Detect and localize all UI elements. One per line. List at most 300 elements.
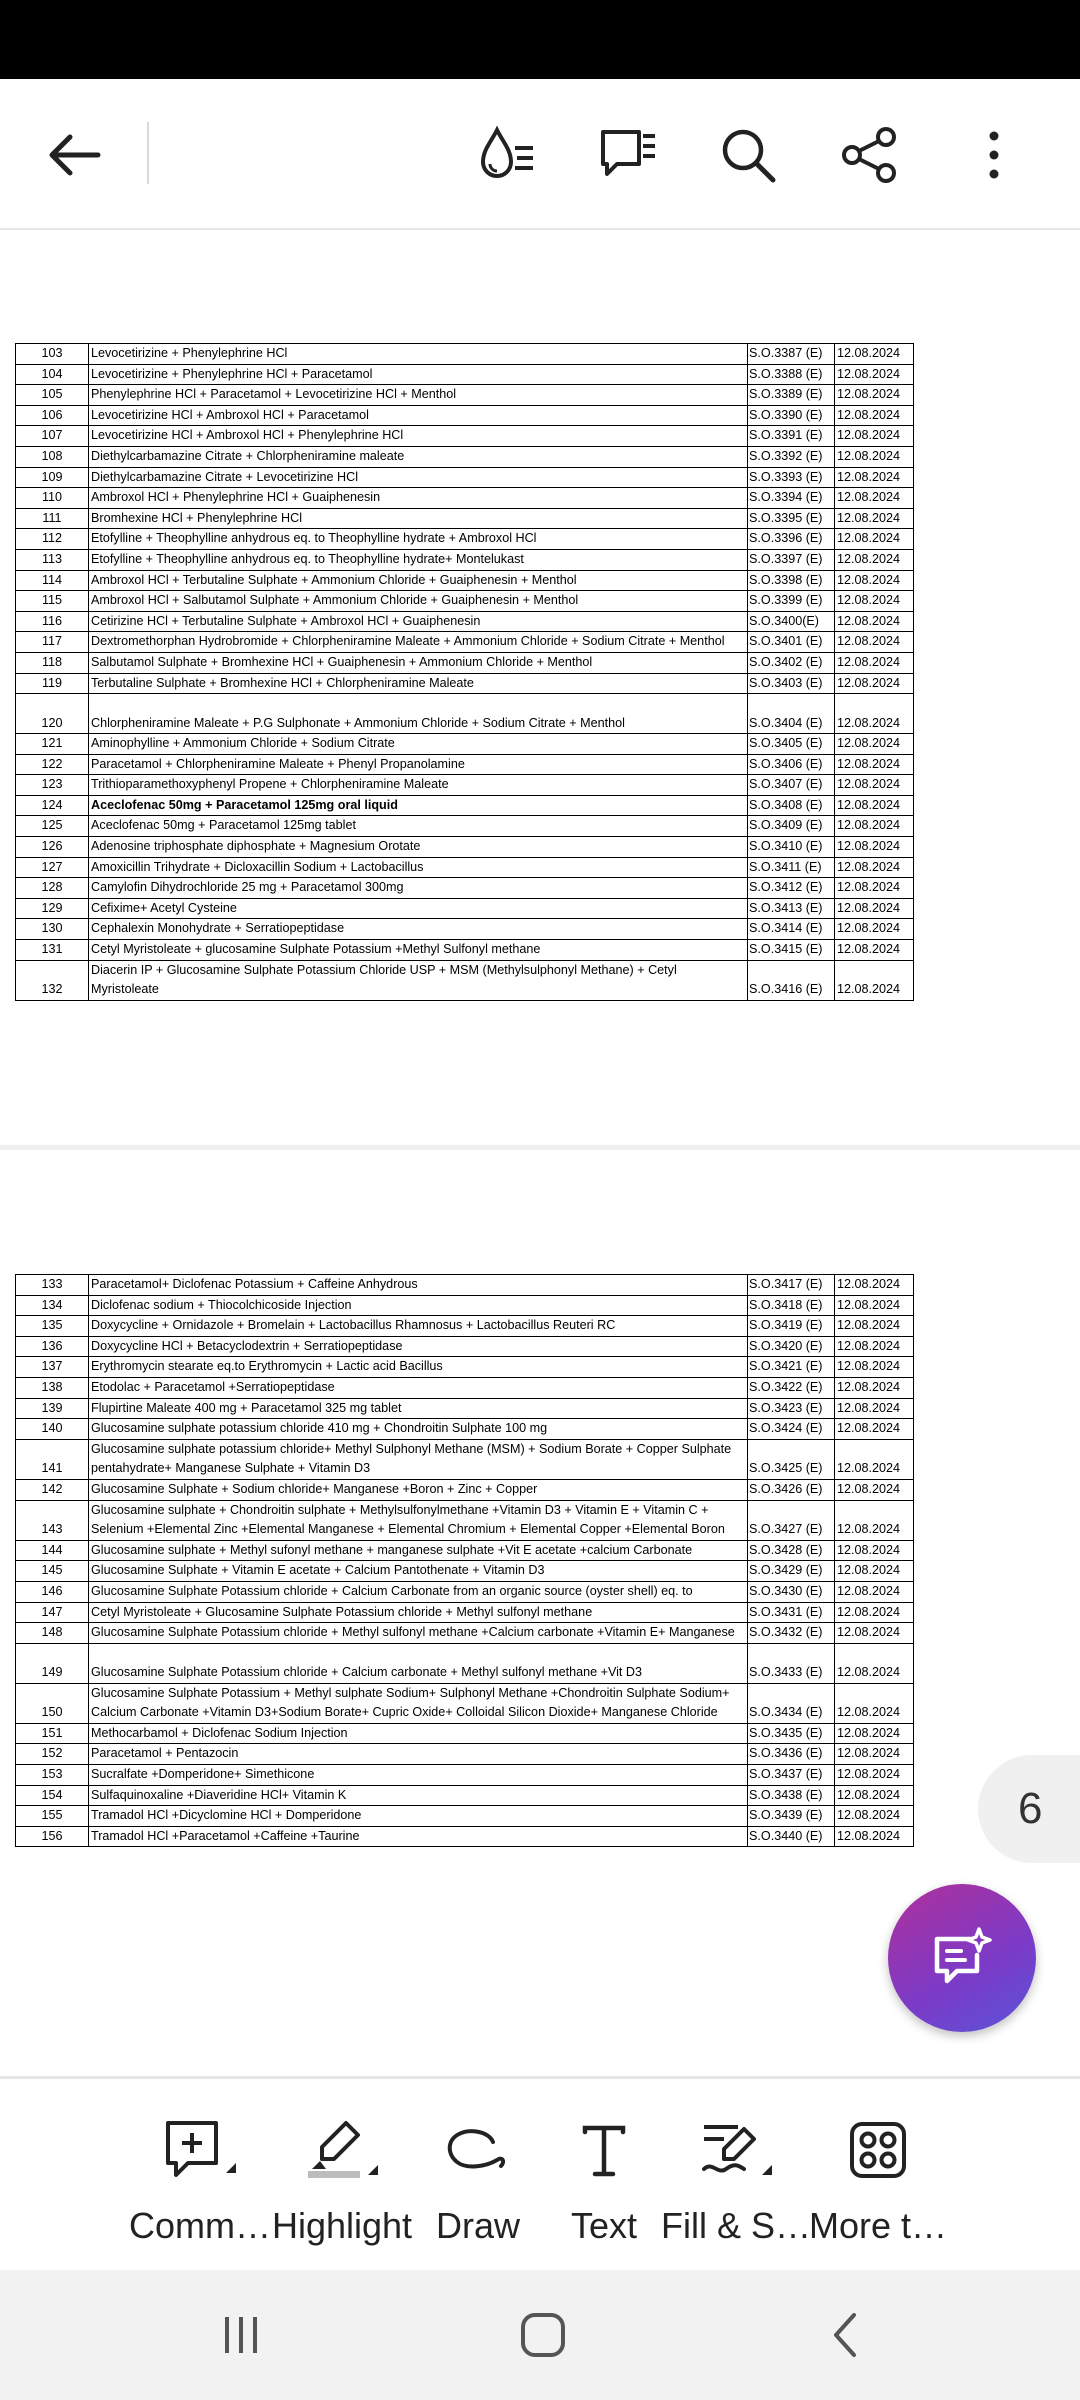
row-number: 127 xyxy=(16,857,89,878)
row-number: 153 xyxy=(16,1765,89,1786)
notification-number: S.O.3412 (E) xyxy=(748,878,835,899)
row-number: 113 xyxy=(16,549,89,570)
row-number: 129 xyxy=(16,898,89,919)
combination-name: Terbutaline Sulphate + Bromhexine HCl + Chlorpheniramine Maleate xyxy=(89,673,748,694)
notification-date: 12.08.2024 xyxy=(835,1623,914,1644)
table-row xyxy=(16,549,914,570)
notification-date: 12.08.2024 xyxy=(835,364,914,385)
row-number: 137 xyxy=(16,1357,89,1378)
row-number: 116 xyxy=(16,611,89,632)
notification-number: S.O.3413 (E) xyxy=(748,898,835,919)
table-row xyxy=(16,1295,914,1316)
notification-number: S.O.3401 (E) xyxy=(748,632,835,653)
comment-add-icon xyxy=(130,2117,270,2183)
notification-number: S.O.3400(E) xyxy=(748,611,835,632)
table-row xyxy=(16,816,914,837)
combination-name: Etofylline + Theophylline anhydrous eq. to Theophylline hydrate + Ambroxol HCl xyxy=(89,529,748,550)
combination-name: Ambroxol HCl + Terbutaline Sulphate + Ammonium Chloride + Guaiphenesin + Menthol xyxy=(89,570,748,591)
notification-number: S.O.3422 (E) xyxy=(748,1377,835,1398)
table-row xyxy=(16,652,914,673)
row-number: 151 xyxy=(16,1723,89,1744)
combination-name: Glucosamine Sulphate + Vitamin E acetate + Calcium Pantothenate + Vitamin D3 xyxy=(89,1561,748,1582)
toolbar-divider xyxy=(147,122,149,184)
notification-date: 12.08.2024 xyxy=(835,694,914,734)
table-row xyxy=(16,467,914,488)
row-number: 156 xyxy=(16,1826,89,1847)
row-number: 148 xyxy=(16,1623,89,1644)
combination-name: Levocetirizine HCl + Ambroxol HCl + Phenylephrine HCl xyxy=(89,426,748,447)
notification-number: S.O.3439 (E) xyxy=(748,1806,835,1827)
combination-name: Glucosamine sulphate + Methyl sufonyl methane + manganese sulphate +Vit E acetate +calcium Carbonate xyxy=(89,1540,748,1561)
table-row xyxy=(16,734,914,755)
notification-number: S.O.3435 (E) xyxy=(748,1723,835,1744)
combination-name: Glucosamine Sulphate Potassium chloride + Methyl sulfonyl methane +Calcium carbonate +Vitamin E+ Manganese xyxy=(89,1623,748,1644)
notification-number: S.O.3432 (E) xyxy=(748,1623,835,1644)
notification-date: 12.08.2024 xyxy=(835,1723,914,1744)
table-row xyxy=(16,1316,914,1337)
notification-date: 12.08.2024 xyxy=(835,878,914,899)
combination-name: Ambroxol HCl + Phenylephrine HCl + Guaiphenesin xyxy=(89,488,748,509)
table-row xyxy=(16,1826,914,1847)
table-row xyxy=(16,1419,914,1440)
table-row xyxy=(16,405,914,426)
combination-name: Doxycycline HCl + Betacyclodextrin + Serratiopeptidase xyxy=(89,1336,748,1357)
notification-number: S.O.3402 (E) xyxy=(748,652,835,673)
status-bar xyxy=(0,0,1080,79)
highlight-icon xyxy=(272,2117,412,2183)
row-number: 112 xyxy=(16,529,89,550)
notification-number: S.O.3438 (E) xyxy=(748,1785,835,1806)
table-row xyxy=(16,857,914,878)
notification-number: S.O.3392 (E) xyxy=(748,446,835,467)
combination-name: Glucosamine Sulphate Potassium + Methyl sulphate Sodium+ Sulphonyl Methane +Chondroitin Sulphate Sodium+ Calcium Carbonate +Vitamin D3+Sodium Borate+ Cupric Oxide+ Colloidal Silicon Dioxide+ Manganese Chloride xyxy=(89,1683,748,1723)
table-row xyxy=(16,1643,914,1683)
search-icon[interactable] xyxy=(710,117,786,193)
notification-number: S.O.3431 (E) xyxy=(748,1602,835,1623)
notification-date: 12.08.2024 xyxy=(835,1275,914,1296)
table-row xyxy=(16,1500,914,1540)
table-row xyxy=(16,591,914,612)
combination-name: Aceclofenac 50mg + Paracetamol 125mg tablet xyxy=(89,816,748,837)
combination-name: Cetirizine HCl + Terbutaline Sulphate + Ambroxol HCl + Guaiphenesin xyxy=(89,611,748,632)
notification-date: 12.08.2024 xyxy=(835,1336,914,1357)
combination-name: Phenylephrine HCl + Paracetamol + Levocetirizine HCl + Menthol xyxy=(89,385,748,406)
notification-number: S.O.3411 (E) xyxy=(748,857,835,878)
row-number: 126 xyxy=(16,837,89,858)
notification-date: 12.08.2024 xyxy=(835,1765,914,1786)
tool-label: More t… xyxy=(808,2205,948,2246)
combination-name: Paracetamol + Pentazocin xyxy=(89,1744,748,1765)
more-tools-icon xyxy=(808,2117,948,2183)
table-row xyxy=(16,1479,914,1500)
row-number: 130 xyxy=(16,919,89,940)
notification-date: 12.08.2024 xyxy=(835,508,914,529)
combination-name: Tramadol HCl +Paracetamol +Caffeine +Taurine xyxy=(89,1826,748,1847)
notification-number: S.O.3403 (E) xyxy=(748,673,835,694)
table-row xyxy=(16,673,914,694)
row-number: 146 xyxy=(16,1581,89,1602)
table-row xyxy=(16,1581,914,1602)
combination-name: Levocetirizine + Phenylephrine HCl + Paracetamol xyxy=(89,364,748,385)
tool-comment[interactable] xyxy=(130,2079,270,2273)
tool-label: Draw xyxy=(435,2205,520,2246)
table-row xyxy=(16,1561,914,1582)
combination-name: Cefixime+ Acetyl Cysteine xyxy=(89,898,748,919)
notification-date: 12.08.2024 xyxy=(835,1602,914,1623)
notification-date: 12.08.2024 xyxy=(835,488,914,509)
row-number: 106 xyxy=(16,405,89,426)
notification-number: S.O.3421 (E) xyxy=(748,1357,835,1378)
combination-name: Levocetirizine HCl + Ambroxol HCl + Paracetamol xyxy=(89,405,748,426)
combination-name: Chlorpheniramine Maleate + P.G Sulphonate + Ammonium Chloride + Sodium Citrate + Menthol xyxy=(89,694,748,734)
notification-number: S.O.3398 (E) xyxy=(748,570,835,591)
row-number: 114 xyxy=(16,570,89,591)
row-number: 117 xyxy=(16,632,89,653)
table-row xyxy=(16,570,914,591)
notification-number: S.O.3404 (E) xyxy=(748,694,835,734)
combination-name: Bromhexine HCl + Phenylephrine HCl xyxy=(89,508,748,529)
combination-name: Diethylcarbamazine Citrate + Levocetirizine HCl xyxy=(89,467,748,488)
notification-date: 12.08.2024 xyxy=(835,960,914,1000)
comments-list-icon[interactable] xyxy=(590,117,666,193)
row-number: 136 xyxy=(16,1336,89,1357)
notification-date: 12.08.2024 xyxy=(835,1398,914,1419)
row-number: 107 xyxy=(16,426,89,447)
tool-fill-sign[interactable] xyxy=(660,2079,811,2273)
row-number: 140 xyxy=(16,1419,89,1440)
document-table-2 xyxy=(15,1274,914,1847)
row-number: 138 xyxy=(16,1377,89,1398)
combination-name: Glucosamine Sulphate + Sodium chloride+ Manganese +Boron + Zinc + Copper xyxy=(89,1479,748,1500)
notification-date: 12.08.2024 xyxy=(835,632,914,653)
notification-date: 12.08.2024 xyxy=(835,1295,914,1316)
combination-name: Cetyl Myristoleate + Glucosamine Sulphate Potassium chloride + Methyl sulfonyl methane xyxy=(89,1602,748,1623)
notification-number: S.O.3434 (E) xyxy=(748,1683,835,1723)
combination-name: Diacerin IP + Glucosamine Sulphate Potassium Chloride USP + MSM (Methylsulphonyl Methane) + Cetyl Myristoleate xyxy=(89,960,748,1000)
table-row xyxy=(16,940,914,961)
text-icon xyxy=(534,2117,674,2183)
combination-name: Etofylline + Theophylline anhydrous eq. to Theophylline hydrate+ Montelukast xyxy=(89,549,748,570)
notification-date: 12.08.2024 xyxy=(835,529,914,550)
notification-number: S.O.3427 (E) xyxy=(748,1500,835,1540)
combination-name: Aminophylline + Ammonium Chloride + Sodium Citrate xyxy=(89,734,748,755)
row-number: 115 xyxy=(16,591,89,612)
notification-date: 12.08.2024 xyxy=(835,857,914,878)
table-row xyxy=(16,1623,914,1644)
notification-date: 12.08.2024 xyxy=(835,919,914,940)
row-number: 122 xyxy=(16,754,89,775)
notification-date: 12.08.2024 xyxy=(835,1439,914,1479)
notification-number: S.O.3407 (E) xyxy=(748,775,835,796)
combination-name: Amoxicillin Trihydrate + Dicloxacillin Sodium + Lactobacillus xyxy=(89,857,748,878)
notification-date: 12.08.2024 xyxy=(835,1826,914,1847)
notification-date: 12.08.2024 xyxy=(835,1744,914,1765)
notification-number: S.O.3418 (E) xyxy=(748,1295,835,1316)
notification-number: S.O.3387 (E) xyxy=(748,344,835,365)
combination-name: Cetyl Myristoleate + glucosamine Sulphate Potassium +Methyl Sulfonyl methane xyxy=(89,940,748,961)
notification-number: S.O.3415 (E) xyxy=(748,940,835,961)
row-number: 145 xyxy=(16,1561,89,1582)
table-row xyxy=(16,1744,914,1765)
combination-name: Glucosamine sulphate potassium chloride+ Methyl Sulphonyl Methane (MSM) + Sodium Borate + Copper Sulphate pentahydrate+ Manganese Sulphate + Vitamin D3 xyxy=(89,1439,748,1479)
row-number: 142 xyxy=(16,1479,89,1500)
combination-name: Tramadol HCl +Dicyclomine HCl + Domperidone xyxy=(89,1806,748,1827)
notification-number: S.O.3428 (E) xyxy=(748,1540,835,1561)
combination-name: Trithioparamethoxyphenyl Propene + Chlorpheniramine Maleate xyxy=(89,775,748,796)
combination-name: Adenosine triphosphate diphosphate + Magnesium Orotate xyxy=(89,837,748,858)
tool-label: Comm… xyxy=(129,2205,271,2246)
notification-date: 12.08.2024 xyxy=(835,1683,914,1723)
notification-date: 12.08.2024 xyxy=(835,1581,914,1602)
notification-date: 12.08.2024 xyxy=(835,591,914,612)
row-number: 110 xyxy=(16,488,89,509)
table-row xyxy=(16,1377,914,1398)
table-row xyxy=(16,1398,914,1419)
notification-date: 12.08.2024 xyxy=(835,775,914,796)
table-row xyxy=(16,795,914,816)
table-row xyxy=(16,1806,914,1827)
notification-number: S.O.3429 (E) xyxy=(748,1561,835,1582)
notification-number: S.O.3388 (E) xyxy=(748,364,835,385)
notification-date: 12.08.2024 xyxy=(835,673,914,694)
ai-assistant-button[interactable] xyxy=(888,1884,1036,2032)
row-number: 111 xyxy=(16,508,89,529)
table-row xyxy=(16,1765,914,1786)
notification-number: S.O.3423 (E) xyxy=(748,1398,835,1419)
back-icon[interactable] xyxy=(800,2300,890,2370)
combination-name: Sucralfate +Domperidone+ Simethicone xyxy=(89,1765,748,1786)
table-row xyxy=(16,1336,914,1357)
notification-number: S.O.3426 (E) xyxy=(748,1479,835,1500)
share-icon[interactable] xyxy=(832,117,908,193)
notification-number: S.O.3395 (E) xyxy=(748,508,835,529)
notification-date: 12.08.2024 xyxy=(835,426,914,447)
row-number: 120 xyxy=(16,694,89,734)
notification-number: S.O.3433 (E) xyxy=(748,1643,835,1683)
page-number-indicator xyxy=(978,1755,1080,1863)
table-row xyxy=(16,694,914,734)
table-row xyxy=(16,960,914,1000)
combination-name: Glucosamine sulphate + Chondroitin sulphate + Methylsulfonylmethane +Vitamin D3 + Vitamin E + Vitamin C + Selenium +Elemental Zinc +Elemental Manganese + Elemental Chromium + Elemental Copper +Elemental Boron xyxy=(89,1500,748,1540)
notification-date: 12.08.2024 xyxy=(835,795,914,816)
notification-date: 12.08.2024 xyxy=(835,816,914,837)
row-number: 131 xyxy=(16,940,89,961)
notification-date: 12.08.2024 xyxy=(835,898,914,919)
table-row xyxy=(16,754,914,775)
tool-label: Highlight xyxy=(271,2205,413,2246)
combination-name: Salbutamol Sulphate + Bromhexine HCl + Guaiphenesin + Ammonium Chloride + Menthol xyxy=(89,652,748,673)
row-number: 109 xyxy=(16,467,89,488)
combination-name: Dextromethorphan Hydrobromide + Chlorpheniramine Maleate + Ammonium Chloride + Sodium Citrate + Menthol xyxy=(89,632,748,653)
combination-name: Paracetamol + Chlorpheniramine Maleate + Phenyl Propanolamine xyxy=(89,754,748,775)
combination-name: Levocetirizine + Phenylephrine HCl xyxy=(89,344,748,365)
table-row xyxy=(16,775,914,796)
notification-number: S.O.3414 (E) xyxy=(748,919,835,940)
row-number: 154 xyxy=(16,1785,89,1806)
liquid-mode-icon[interactable] xyxy=(470,117,546,193)
notification-date: 12.08.2024 xyxy=(835,1643,914,1683)
notification-number: S.O.3393 (E) xyxy=(748,467,835,488)
row-number: 133 xyxy=(16,1275,89,1296)
table-row xyxy=(16,898,914,919)
row-number: 134 xyxy=(16,1295,89,1316)
notification-number: S.O.3416 (E) xyxy=(748,960,835,1000)
row-number: 123 xyxy=(16,775,89,796)
notification-date: 12.08.2024 xyxy=(835,652,914,673)
notification-date: 12.08.2024 xyxy=(835,1540,914,1561)
combination-name: Aceclofenac 50mg + Paracetamol 125mg oral liquid xyxy=(89,795,748,816)
notification-date: 12.08.2024 xyxy=(835,1479,914,1500)
notification-date: 12.08.2024 xyxy=(835,405,914,426)
notification-date: 12.08.2024 xyxy=(835,467,914,488)
notification-number: S.O.3405 (E) xyxy=(748,734,835,755)
tool-label: Text xyxy=(570,2205,638,2246)
table-row xyxy=(16,837,914,858)
notification-number: S.O.3440 (E) xyxy=(748,1826,835,1847)
notification-number: S.O.3408 (E) xyxy=(748,795,835,816)
notification-date: 12.08.2024 xyxy=(835,734,914,755)
notification-number: S.O.3391 (E) xyxy=(748,426,835,447)
notification-date: 12.08.2024 xyxy=(835,385,914,406)
table-row xyxy=(16,488,914,509)
table-row xyxy=(16,344,914,365)
document-table-1 xyxy=(15,343,914,1001)
draw-icon xyxy=(408,2117,548,2183)
notification-date: 12.08.2024 xyxy=(835,1806,914,1827)
combination-name: Glucosamine Sulphate Potassium chloride + Calcium Carbonate from an organic source (oyster shell) eq. to xyxy=(89,1581,748,1602)
combination-name: Diclofenac sodium + Thiocolchicoside Injection xyxy=(89,1295,748,1316)
combination-name: Erythromycin stearate eq.to Erythromycin + Lactic acid Bacillus xyxy=(89,1357,748,1378)
combination-name: Camylofin Dihydrochloride 25 mg + Paracetamol 300mg xyxy=(89,878,748,899)
notification-date: 12.08.2024 xyxy=(835,1500,914,1540)
table-row xyxy=(16,385,914,406)
back-arrow-icon[interactable] xyxy=(36,117,112,193)
combination-name: Paracetamol+ Diclofenac Potassium + Caffeine Anhydrous xyxy=(89,1275,748,1296)
notification-number: S.O.3394 (E) xyxy=(748,488,835,509)
notification-number: S.O.3430 (E) xyxy=(748,1581,835,1602)
combination-name: Glucosamine sulphate potassium chloride 410 mg + Chondroitin Sulphate 100 mg xyxy=(89,1419,748,1440)
notification-date: 12.08.2024 xyxy=(835,1561,914,1582)
row-number: 150 xyxy=(16,1683,89,1723)
table-row xyxy=(16,446,914,467)
recent-apps-icon[interactable] xyxy=(196,2300,286,2370)
table-row xyxy=(16,1540,914,1561)
notification-number: S.O.3437 (E) xyxy=(748,1765,835,1786)
notification-date: 12.08.2024 xyxy=(835,611,914,632)
row-number: 135 xyxy=(16,1316,89,1337)
notification-date: 12.08.2024 xyxy=(835,344,914,365)
row-number: 143 xyxy=(16,1500,89,1540)
notification-date: 12.08.2024 xyxy=(835,837,914,858)
table-row xyxy=(16,1683,914,1723)
combination-name: Doxycycline + Ornidazole + Bromelain + Lactobacillus Rhamnosus + Lactobacillus Reuteri RC xyxy=(89,1316,748,1337)
table-row xyxy=(16,364,914,385)
table-row xyxy=(16,508,914,529)
notification-number: S.O.3419 (E) xyxy=(748,1316,835,1337)
table-row xyxy=(16,611,914,632)
pdf-page-1[interactable] xyxy=(0,230,1080,1145)
combination-name: Sulfaquinoxaline +Diaveridine HCl+ Vitamin K xyxy=(89,1785,748,1806)
row-number: 105 xyxy=(16,385,89,406)
notification-date: 12.08.2024 xyxy=(835,570,914,591)
notification-number: S.O.3396 (E) xyxy=(748,529,835,550)
notification-number: S.O.3410 (E) xyxy=(748,837,835,858)
notification-number: S.O.3406 (E) xyxy=(748,754,835,775)
notification-number: S.O.3390 (E) xyxy=(748,405,835,426)
row-number: 141 xyxy=(16,1439,89,1479)
ai-assistant-icon xyxy=(929,1925,995,1991)
row-number: 125 xyxy=(16,816,89,837)
notification-date: 12.08.2024 xyxy=(835,754,914,775)
row-number: 108 xyxy=(16,446,89,467)
notification-number: S.O.3399 (E) xyxy=(748,591,835,612)
table-row xyxy=(16,1439,914,1479)
tool-more[interactable] xyxy=(808,2079,948,2273)
row-number: 152 xyxy=(16,1744,89,1765)
row-number: 147 xyxy=(16,1602,89,1623)
row-number: 132 xyxy=(16,960,89,1000)
bottom-tools-bar xyxy=(0,2076,1080,2273)
notification-number: S.O.3397 (E) xyxy=(748,549,835,570)
notification-date: 12.08.2024 xyxy=(835,1357,914,1378)
notification-number: S.O.3424 (E) xyxy=(748,1419,835,1440)
notification-date: 12.08.2024 xyxy=(835,1377,914,1398)
combination-name: Glucosamine Sulphate Potassium chloride + Calcium carbonate + Methyl sulfonyl methane +Vit D3 xyxy=(89,1643,748,1683)
more-vertical-icon[interactable] xyxy=(956,117,1032,193)
table-row xyxy=(16,426,914,447)
row-number: 128 xyxy=(16,878,89,899)
page-number: 6 xyxy=(1018,1784,1043,1833)
table-row xyxy=(16,1723,914,1744)
table-row xyxy=(16,1357,914,1378)
table-row xyxy=(16,1785,914,1806)
combination-name: Methocarbamol + Diclofenac Sodium Injection xyxy=(89,1723,748,1744)
combination-name: Ambroxol HCl + Salbutamol Sulphate + Ammonium Chloride + Guaiphenesin + Menthol xyxy=(89,591,748,612)
notification-date: 12.08.2024 xyxy=(835,940,914,961)
notification-number: S.O.3425 (E) xyxy=(748,1439,835,1479)
notification-number: S.O.3436 (E) xyxy=(748,1744,835,1765)
notification-number: S.O.3417 (E) xyxy=(748,1275,835,1296)
table-row xyxy=(16,632,914,653)
row-number: 119 xyxy=(16,673,89,694)
notification-number: S.O.3389 (E) xyxy=(748,385,835,406)
notification-date: 12.08.2024 xyxy=(835,1316,914,1337)
row-number: 124 xyxy=(16,795,89,816)
row-number: 149 xyxy=(16,1643,89,1683)
table-row xyxy=(16,529,914,550)
notification-number: S.O.3409 (E) xyxy=(748,816,835,837)
notification-date: 12.08.2024 xyxy=(835,1785,914,1806)
fill-sign-icon xyxy=(666,2117,806,2183)
row-number: 104 xyxy=(16,364,89,385)
row-number: 121 xyxy=(16,734,89,755)
table-row xyxy=(16,1275,914,1296)
row-number: 118 xyxy=(16,652,89,673)
combination-name: Flupirtine Maleate 400 mg + Paracetamol 325 mg tablet xyxy=(89,1398,748,1419)
notification-date: 12.08.2024 xyxy=(835,446,914,467)
combination-name: Etodolac + Paracetamol +Serratiopeptidase xyxy=(89,1377,748,1398)
table-row xyxy=(16,919,914,940)
row-number: 139 xyxy=(16,1398,89,1419)
notification-date: 12.08.2024 xyxy=(835,1419,914,1440)
notification-number: S.O.3420 (E) xyxy=(748,1336,835,1357)
row-number: 144 xyxy=(16,1540,89,1561)
top-toolbar xyxy=(0,79,1080,231)
row-number: 155 xyxy=(16,1806,89,1827)
home-icon[interactable] xyxy=(498,2300,588,2370)
system-nav-bar xyxy=(0,2270,1080,2400)
tool-label: Fill & S… xyxy=(660,2205,811,2246)
